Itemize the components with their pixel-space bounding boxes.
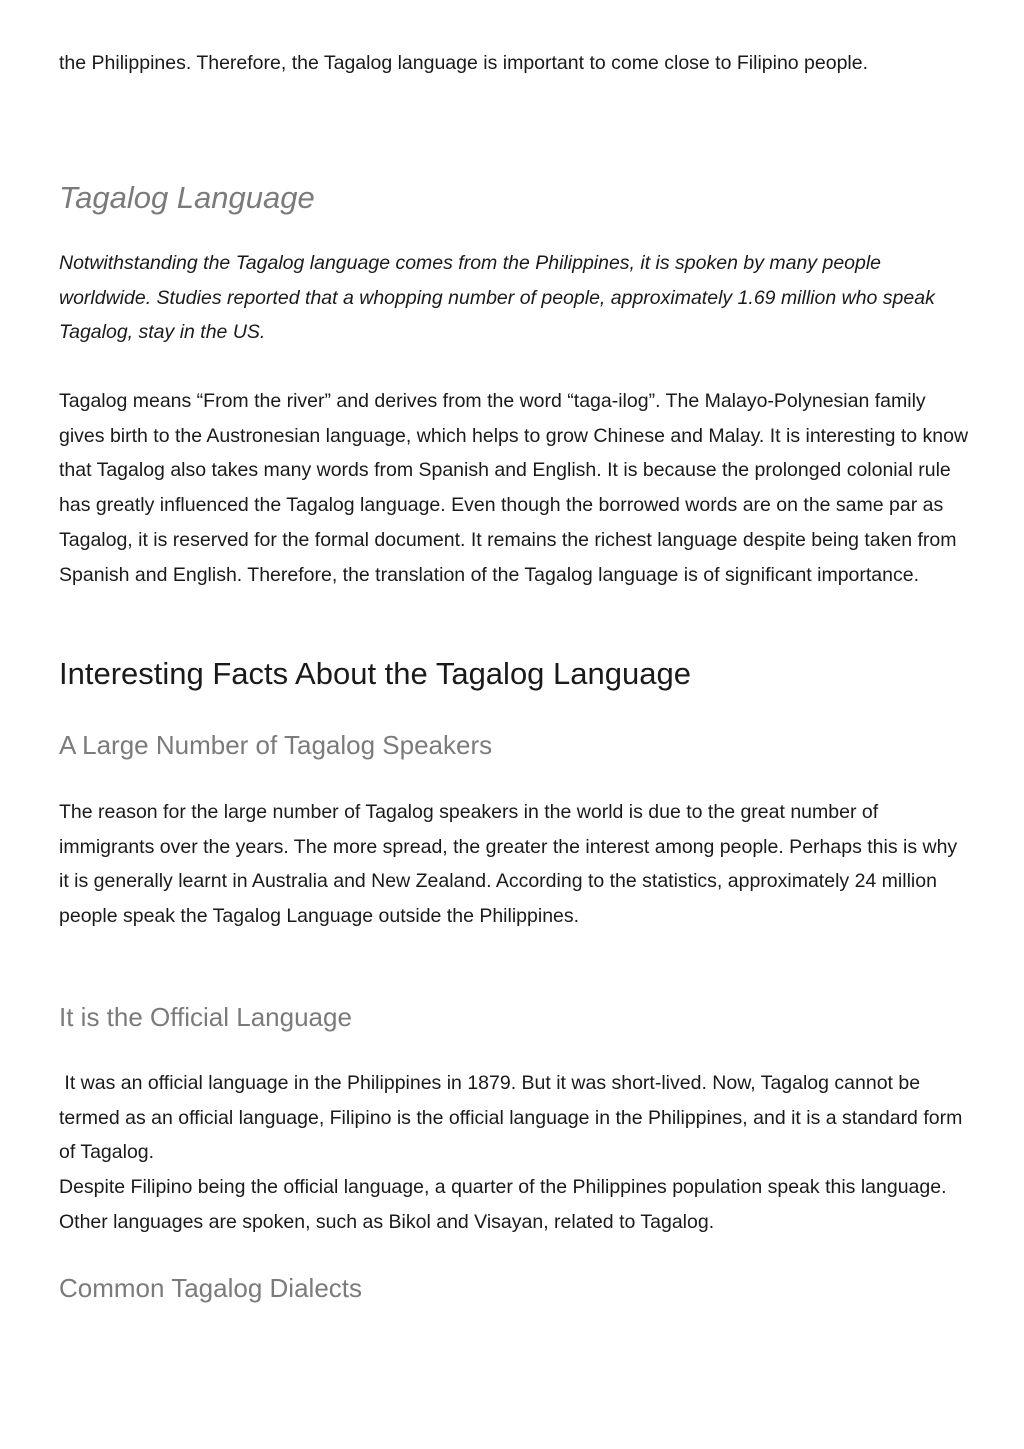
tagalog-speakers-italic-paragraph: Notwithstanding the Tagalog language comes from the Philippines, it is spoken by many people worldwide. Studies reported that a whopping number of people, approximately 1.69 million who speak Tagalog, stay in the US. <box>59 252 935 344</box>
official-language-paragraph-2: Despite Filipino being the official language, a quarter of the Philippines population speak this language. Other languages are spoken, such as Bikol and Visayan, related to Tagalog. <box>59 1176 947 1233</box>
official-language-paragraph-1: It was an official language in the Philippines in 1879. But it was short-lived. Now, Tagalog cannot be termed as an official language, Filipino is the official language in the Philippines, and it is a standard form of Tagalog. <box>59 1072 968 1164</box>
large-number-speakers-heading: A Large Number of Tagalog Speakers <box>59 730 493 760</box>
official-language-heading: It is the Official Language <box>59 1002 352 1032</box>
interesting-facts-heading: Interesting Facts About the Tagalog Language <box>59 656 691 691</box>
tagalog-language-heading: Tagalog Language <box>59 180 315 215</box>
intro-paragraph-tail: the Philippines. Therefore, the Tagalog language is important to come close to Filipino people. <box>59 52 869 74</box>
large-number-speakers-paragraph: The reason for the large number of Tagalog speakers in the world is due to the great number of immigrants over the years. The more spread, the greater the interest among people. Perhaps this is why it is generally learnt in Australia and New Zealand. According to the statistics, approximately 24 million people speak the Tagalog Language outside the Philippines. <box>59 801 958 928</box>
tagalog-meaning-paragraph: Tagalog means “From the river” and derives from the word “taga-ilog”. The Malayo-Polynesian family gives birth to the Austronesian language, which helps to grow Chinese and Malay. It is interesting to know that Tagalog also takes many words from Spanish and English. It is because the prolonged colonial rule has greatly influenced the Tagalog language. Even though the borrowed words are on the same par as Tagalog, it is reserved for the formal document. It remains the richest language despite being taken from Spanish and English. Therefore, the translation of the Tagalog language is of significant importance. <box>59 390 969 586</box>
common-dialects-heading: Common Tagalog Dialects <box>59 1273 362 1303</box>
